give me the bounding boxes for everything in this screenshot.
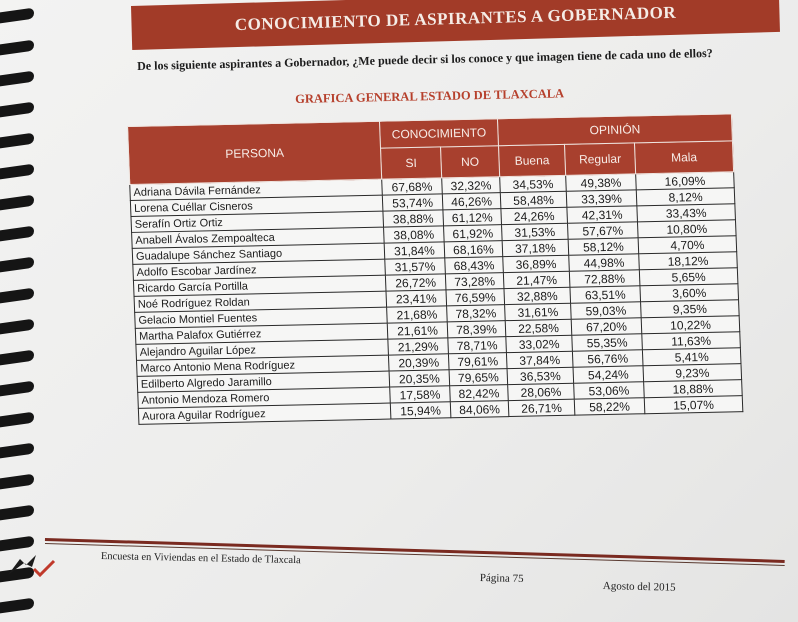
binding-ring — [0, 226, 34, 242]
page-title: CONOCIMIENTO DE ASPIRANTES A GOBERNADOR — [234, 2, 677, 35]
cell-no: 79,61% — [448, 353, 507, 370]
binding-ring — [0, 8, 34, 24]
binding-ring — [0, 319, 34, 335]
table-body — [130, 172, 743, 425]
cell-no: 84,06% — [450, 401, 509, 418]
cell-no: 61,12% — [443, 209, 502, 226]
title-banner — [131, 0, 780, 50]
header-no: NO — [440, 146, 499, 178]
footer-survey-name: Encuesta en Viviendas en el Estado de Tlaxcala — [100, 551, 301, 567]
cell-regular: 49,38% — [566, 174, 637, 191]
binding-ring — [0, 102, 34, 118]
header-buena: Buena — [498, 144, 565, 176]
results-table — [127, 113, 743, 424]
header-si: SI — [381, 147, 442, 179]
results-table-wrapper — [127, 113, 742, 424]
cell-mala: 4,70% — [638, 236, 737, 254]
cell-regular: 57,67% — [568, 222, 639, 239]
cell-no: 79,65% — [449, 369, 508, 386]
cell-regular: 55,35% — [572, 334, 643, 351]
header-opinion: OPINIÓN — [497, 114, 732, 146]
cell-regular: 67,20% — [571, 318, 642, 335]
cell-buena: 32,88% — [504, 287, 571, 304]
cell-regular: 54,24% — [573, 366, 644, 383]
cell-buena: 34,53% — [500, 175, 567, 192]
cell-mala: 9,35% — [641, 300, 740, 318]
cell-regular: 59,03% — [571, 302, 642, 319]
cell-no: 68,16% — [444, 241, 503, 258]
persona-name: Noé Rodríguez Roldan — [134, 291, 387, 312]
cell-regular: 56,76% — [572, 350, 643, 367]
persona-name: Aurora Aguilar Rodríguez — [138, 403, 391, 424]
survey-question: De los siguiente aspirantes a Gobernador, ¿Me puede decir si los conoce y que imagen tiene de cada uno de ellos? — [137, 45, 713, 73]
persona-name: Edilberto Algredo Jaramillo — [137, 371, 390, 392]
cell-no: 68,43% — [445, 257, 504, 274]
binding-ring — [0, 381, 34, 397]
cell-no: 73,28% — [445, 273, 504, 290]
persona-name: Gelacio Montiel Fuentes — [135, 307, 388, 328]
cell-regular: 33,39% — [566, 190, 637, 207]
persona-name: Alejandro Aguilar López — [136, 339, 389, 360]
cell-mala: 10,80% — [637, 220, 736, 238]
binding-ring — [0, 288, 34, 304]
cell-mala: 5,41% — [642, 348, 741, 366]
cell-buena: 33,02% — [506, 335, 573, 352]
binding-ring — [0, 598, 34, 614]
cell-mala: 9,23% — [643, 364, 742, 382]
chart-subtitle: GRAFICA GENERAL ESTADO DE TLAXCALA — [295, 86, 565, 106]
cell-buena: 31,61% — [505, 303, 572, 320]
cell-si: 21,29% — [388, 338, 449, 355]
cell-buena: 22,58% — [505, 319, 572, 336]
header-regular: Regular — [564, 143, 635, 175]
footer-date: Agosto del 2015 — [602, 580, 676, 594]
brand-logo-icon — [6, 553, 58, 579]
spiral-binding — [0, 0, 40, 622]
cell-mala: 18,12% — [639, 252, 738, 270]
cell-buena: 28,06% — [508, 383, 575, 400]
cell-no: 46,26% — [442, 193, 501, 210]
binding-ring — [0, 412, 34, 428]
header-mala: Mala — [634, 141, 733, 174]
cell-mala: 3,60% — [640, 284, 739, 302]
cell-mala: 16,09% — [636, 172, 735, 190]
binding-ring — [0, 133, 34, 149]
cell-no: 76,59% — [446, 289, 505, 306]
binding-ring — [0, 257, 34, 273]
persona-name: Martha Palafox Gutiérrez — [135, 323, 388, 344]
header-conocimiento: CONOCIMIENTO — [379, 119, 498, 148]
cell-buena: 36,53% — [507, 367, 574, 384]
cell-regular: 58,22% — [574, 398, 645, 415]
cell-buena: 26,71% — [508, 399, 575, 416]
cell-no: 82,42% — [450, 385, 509, 402]
cell-si: 20,35% — [389, 370, 450, 387]
persona-name: Marco Antonio Mena Rodríguez — [137, 355, 390, 376]
cell-no: 32,32% — [442, 177, 501, 194]
cell-regular: 58,12% — [568, 238, 639, 255]
persona-name: Adolfo Escobar Jardínez — [133, 259, 386, 280]
cell-si: 21,68% — [387, 306, 448, 323]
cell-mala: 33,43% — [637, 204, 736, 222]
cell-si: 67,68% — [382, 178, 443, 195]
cell-buena: 37,84% — [506, 351, 573, 368]
header-persona: PERSONA — [128, 121, 382, 184]
cell-buena: 58,48% — [500, 191, 567, 208]
cell-si: 53,74% — [382, 194, 443, 211]
binding-ring — [0, 505, 34, 521]
binding-ring — [0, 443, 34, 459]
binding-ring — [0, 536, 34, 552]
cell-si: 31,57% — [385, 258, 446, 275]
cell-si: 17,58% — [390, 386, 451, 403]
cell-si: 31,84% — [384, 242, 445, 259]
cell-si: 26,72% — [385, 274, 446, 291]
persona-name: Anabell Ávalos Zempoalteca — [132, 227, 385, 248]
cell-regular: 44,98% — [569, 254, 640, 271]
footer-page-number: Página 75 — [479, 572, 524, 586]
cell-regular: 53,06% — [574, 382, 645, 399]
binding-ring — [0, 40, 34, 56]
binding-ring — [0, 474, 34, 490]
cell-buena: 31,53% — [502, 223, 569, 240]
cell-si: 20,39% — [388, 354, 449, 371]
cell-buena: 36,89% — [503, 255, 570, 272]
cell-mala: 5,65% — [639, 268, 738, 286]
persona-name: Guadalupe Sánchez Santiago — [132, 243, 385, 264]
persona-name: Adriana Dávila Fernández — [130, 179, 383, 200]
cell-mala: 10,22% — [641, 316, 740, 334]
cell-si: 38,08% — [384, 226, 445, 243]
cell-mala: 8,12% — [636, 188, 735, 206]
cell-regular: 72,88% — [569, 270, 640, 287]
cell-regular: 63,51% — [570, 286, 641, 303]
cell-si: 23,41% — [386, 290, 447, 307]
binding-ring — [0, 71, 34, 87]
binding-ring — [0, 164, 34, 180]
cell-buena: 24,26% — [501, 207, 568, 224]
persona-name: Antonio Mendoza Romero — [138, 387, 391, 408]
cell-regular: 42,31% — [567, 206, 638, 223]
cell-no: 78,32% — [447, 305, 506, 322]
binding-ring — [0, 195, 34, 211]
cell-mala: 15,07% — [644, 396, 743, 414]
binding-ring — [0, 350, 34, 366]
persona-name: Ricardo García Portilla — [133, 275, 386, 296]
persona-name: Serafín Ortiz Ortiz — [131, 211, 384, 232]
cell-buena: 21,47% — [503, 271, 570, 288]
cell-no: 61,92% — [444, 225, 503, 242]
cell-si: 21,61% — [387, 322, 448, 339]
persona-name: Lorena Cuéllar Cisneros — [130, 195, 383, 216]
cell-no: 78,71% — [448, 337, 507, 354]
cell-si: 15,94% — [390, 402, 451, 419]
cell-no: 78,39% — [447, 321, 506, 338]
cell-si: 38,88% — [383, 210, 444, 227]
cell-buena: 37,18% — [502, 239, 569, 256]
cell-mala: 11,63% — [642, 332, 741, 350]
cell-mala: 18,88% — [644, 380, 743, 398]
